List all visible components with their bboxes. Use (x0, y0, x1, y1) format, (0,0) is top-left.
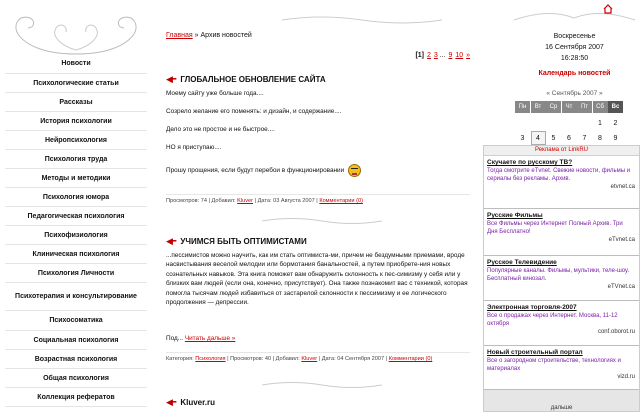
sidebar-item-personality[interactable]: Психология Личности (5, 264, 147, 283)
author-link[interactable]: Kluver (237, 198, 254, 204)
breadcrumb-home-link[interactable]: Главная (166, 32, 193, 39)
category-link[interactable]: Психология (195, 356, 226, 362)
calendar-weekdays (515, 101, 624, 113)
ad-desc: Все о загородном строительстве, технологиях и материалах (487, 358, 621, 372)
calendar-title: Календарь новостей (538, 70, 611, 77)
breadcrumb-separator: » (194, 32, 199, 39)
home-icon[interactable] (603, 4, 613, 14)
pager-page-10[interactable]: 10 (455, 52, 464, 59)
sidebar-item-age[interactable]: Возрастная психология (5, 350, 147, 369)
ad-item[interactable] (484, 346, 639, 390)
ad-title[interactable]: Новый строительный портал (487, 349, 583, 356)
post-title-2: ◀━ УЧИМСЯ БЫТЬ ОПТИМИСТАМИ (166, 236, 307, 246)
post-meta-1: Просмотров: 74 | Добавил: Kluver | Дата: 03 Августа 2007 | Комментарии (0) (166, 194, 470, 204)
sidebar-item-articles[interactable]: Психологические статьи (5, 74, 147, 93)
date-text: 16 Сентября 2007 (545, 44, 604, 51)
calendar-month-nav[interactable]: « Сентябрь 2007 » (546, 90, 603, 97)
divider-ornament (262, 380, 382, 390)
ad-site: vizd.ru (617, 374, 635, 380)
sidebar-item-general[interactable]: Общая психология (5, 369, 147, 388)
weekday-cell: Пн (515, 101, 530, 113)
weekday-cell: Пт (577, 101, 592, 113)
calendar-row-2 (515, 131, 624, 145)
sidebar-item-news[interactable]: Новости (5, 54, 147, 74)
ad-desc: Все Фильмы через Интернет Полный Архив. Три Дня Бесплатно! (487, 221, 623, 235)
weekday-cell: Чт (562, 101, 577, 113)
day-cell[interactable]: 9 (613, 134, 618, 142)
post-title-1: ◀━ ГЛОБАЛЬНОЕ ОБНОВЛЕНИЕ САЙТА (166, 74, 326, 84)
weekday-cell: Сб (593, 101, 608, 113)
divider-ornament (262, 216, 382, 226)
sidebar-item-psychosomatics[interactable]: Психосоматика (5, 311, 147, 331)
pager-page-9[interactable]: 9 (448, 52, 453, 59)
ad-site: eTVnet.ca (607, 284, 635, 290)
day-cell[interactable]: 7 (582, 134, 587, 142)
day-cell[interactable]: 6 (567, 134, 571, 142)
day-cell (515, 116, 530, 130)
ad-title[interactable]: Русские Фильмы (487, 212, 543, 219)
ad-desc: Все о продажах через Интернет. Москва, 11-12 октября (487, 313, 618, 327)
date-widget (509, 31, 640, 64)
arrow-icon: ◀━ (166, 236, 175, 246)
arrow-icon: ◀━ (166, 74, 175, 84)
sidebar-item-clinical[interactable]: Клиническая психология (5, 245, 147, 264)
ad-item[interactable] (484, 209, 639, 256)
sidebar-item-labor[interactable]: Психология труда (5, 150, 147, 169)
sidebar-item-methods[interactable]: Методы и методики (5, 169, 147, 188)
ad-title[interactable]: Русское Телевидение (487, 259, 557, 266)
pager-next[interactable]: » (466, 52, 470, 59)
day-cell[interactable]: 2 (613, 119, 618, 127)
sidebar-item-therapy[interactable]: Психотерапия и консультирование (5, 283, 147, 311)
weekday-cell: Вт (531, 101, 546, 113)
pager-current: [1] (415, 52, 425, 59)
ad-site: eTvnet.ca (608, 237, 635, 243)
ad-title[interactable]: Скучаете по русскому ТВ? (487, 159, 573, 166)
post-title-3: ◀━ Kluver.ru (166, 397, 216, 407)
ad-desc: Популярные каналы. Фильмы, мультики, теле-шоу. Бесплатный кинозал. (487, 268, 630, 282)
calendar-row-1 (515, 116, 624, 130)
post-line-last: Прошу прощения, если будут перебои в функционировании (166, 164, 468, 177)
sidebar-item-essays[interactable]: Коллекция рефератов (5, 388, 147, 407)
ad-item[interactable] (484, 301, 639, 346)
post-line: Дело это не простое и не быстрое.... (166, 126, 275, 133)
ad-item[interactable] (484, 156, 639, 209)
day-cell (577, 116, 592, 130)
day-cell-highlighted[interactable]: 4 (531, 131, 546, 145)
read-more-link[interactable]: Читать дальше » (184, 335, 236, 342)
pager-ellipsis: ... (439, 52, 446, 59)
ads-block (483, 145, 640, 412)
weekday-cell: Ср (546, 101, 561, 113)
day-cell[interactable]: 3 (520, 134, 525, 142)
sidebar-item-pedagogy[interactable]: Педагогическая психология (5, 207, 147, 226)
comments-link[interactable]: Комментарии (0) (319, 198, 363, 204)
day-cell (546, 116, 561, 130)
day-cell[interactable]: 8 (598, 134, 602, 142)
read-more-line: Под... Читать дальше » (166, 335, 236, 342)
top-ornament (282, 14, 442, 24)
sidebar-item-stories[interactable]: Рассказы (5, 93, 147, 112)
ads-more-link[interactable]: дальше (550, 405, 573, 411)
post-line: Созрело желание его поменять: и дизайн, и содержание.... (166, 108, 342, 115)
post-meta-2: Категория: Психология | Просмотров: 40 | Добавил: Kluver | Дата: 04 Сентября 2007 | Комментарии (0) (166, 352, 470, 362)
pager-page-3[interactable]: 3 (433, 52, 438, 59)
sidebar-item-humor[interactable]: Психология юмора (5, 188, 147, 207)
breadcrumb-current: Архив новостей (200, 32, 252, 39)
post-line: НО я приступаю.... (166, 144, 222, 151)
day-cell[interactable]: 1 (598, 119, 602, 127)
pagination (415, 52, 470, 59)
day-cell (531, 116, 546, 130)
smiley-icon (348, 164, 361, 177)
ad-item[interactable] (484, 256, 639, 301)
post-line: Моему сайту уже больше года.... (166, 90, 264, 97)
arrow-icon: ◀━ (166, 397, 175, 407)
day-cell (562, 116, 577, 130)
main-content (162, 0, 472, 412)
day-cell[interactable]: 5 (551, 134, 556, 142)
comments-link[interactable]: Комментарии (0) (388, 356, 433, 362)
pager-page-2[interactable]: 2 (426, 52, 431, 59)
sidebar (0, 0, 152, 412)
sidebar-ornament (6, 6, 146, 56)
clock: 16:28:50 (560, 55, 589, 62)
right-ornament (509, 6, 640, 26)
weekday: Воскресенье (553, 33, 596, 40)
ads-header[interactable]: Реклама от LinkRU (484, 146, 639, 156)
sidebar-item-physiology[interactable]: Психофизиология (5, 226, 147, 245)
ad-site: conf.oborot.ru (597, 329, 635, 335)
post-text-2: ...пессимистов можно научить, как им стать оптимиста-ми, причем не бездумными приемами, вроде насвистывания веселой мелодии или бормотания банальностей, а путем приобрете-ния новых сознательных навыков. Эта книга поможет вам обнаружить склонность к пес-симизму у себя или у близких вам людей (если она, конечно, присутствует). Она также познакомит вас с техникой, которая помогла тысячам людей избавиться от застарелой склонности к пессимизму и ее логического продолжения — депрессии. (166, 252, 468, 307)
sidebar-nav (5, 54, 147, 407)
sidebar-item-neuro[interactable]: Нейропсихология (5, 131, 147, 150)
author-link[interactable]: Kluver (301, 356, 318, 362)
sidebar-item-history[interactable]: История психологии (5, 112, 147, 131)
sidebar-item-social[interactable]: Социальная психология (5, 331, 147, 350)
ad-desc: Тогда смотрите eTvnet. Свежие новости, фильмы и сериалы без рекламы. Архив. (487, 168, 631, 182)
breadcrumb (166, 32, 252, 39)
ad-title[interactable]: Электронная торговля-2007 (487, 304, 577, 311)
weekday-cell: Вс (608, 101, 623, 113)
ad-site: etvnet.ca (610, 184, 635, 190)
